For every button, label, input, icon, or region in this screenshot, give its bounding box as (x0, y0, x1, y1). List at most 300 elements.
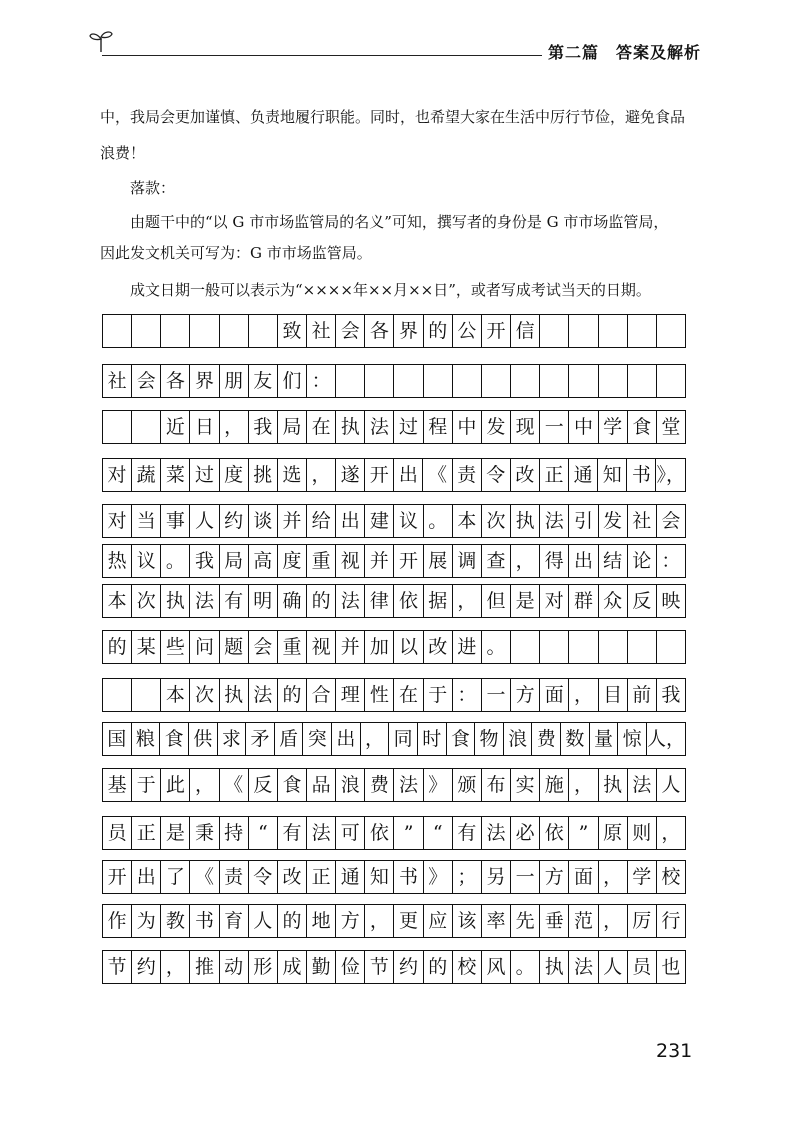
grid-cell: 量 (590, 723, 619, 755)
grid-cell: 的 (103, 631, 132, 663)
grid-cell (540, 631, 569, 663)
grid-cell: 秉 (190, 817, 219, 849)
grid-cell: 》， (656, 459, 686, 491)
grid-cell: 有 (278, 817, 307, 849)
grid-cell: 的 (278, 679, 307, 711)
grid-cell: 依 (394, 585, 423, 617)
grid-cell: 度 (220, 459, 249, 491)
grid-cell (628, 365, 657, 397)
grid-cell: 于 (424, 679, 453, 711)
grid-cell: 通 (569, 459, 598, 491)
grid-cell: 执 (336, 411, 365, 443)
grid-cell: 》 (424, 769, 453, 801)
grid-cell: 浪 (504, 723, 533, 755)
grid-cell: 通 (336, 861, 365, 893)
grid-cell (103, 411, 132, 443)
grid-cell (394, 365, 423, 397)
grid-cell: 约 (394, 951, 423, 983)
grid-cell: 于 (132, 769, 161, 801)
grid-cell: 本 (103, 585, 132, 617)
grid-cell (482, 365, 511, 397)
grid-cell: 此 (161, 769, 190, 801)
grid-cell: 我 (657, 679, 686, 711)
grid-cell: 应 (424, 905, 453, 937)
grid-cell: 物 (475, 723, 504, 755)
grid-cell: 确 (278, 585, 307, 617)
grid-cell (657, 365, 686, 397)
grid-cell (657, 315, 686, 347)
grid-cell: 信 (511, 315, 540, 347)
grid-cell: 节 (365, 951, 394, 983)
grid-cell: 另 (482, 861, 511, 893)
grid-cell: ， (569, 679, 598, 711)
grid-cell: 堂 (657, 411, 686, 443)
grid-row (102, 860, 686, 894)
grid-cell: “ (424, 817, 453, 849)
grid-cell: 惊 (618, 723, 647, 755)
grid-cell: 令 (482, 459, 511, 491)
grid-cell: 知 (598, 459, 627, 491)
grid-cell: 发 (599, 505, 628, 537)
grid-cell: 风 (482, 951, 511, 983)
grid-cell: 。 (511, 951, 540, 983)
grid-cell (511, 365, 540, 397)
grid-cell: 费 (365, 769, 394, 801)
grid-cell: 有 (220, 585, 249, 617)
grid-cell: 正 (307, 861, 336, 893)
grid-cell: 次 (190, 679, 219, 711)
grid-cell: 面 (540, 679, 569, 711)
grid-cell: 实 (511, 769, 540, 801)
grid-cell: 求 (218, 723, 247, 755)
grid-cell (511, 631, 540, 663)
grid-cell: 些 (161, 631, 190, 663)
grid-cell: 员 (628, 951, 657, 983)
grid-row (102, 950, 686, 984)
grid-cell: 本 (453, 505, 482, 537)
grid-cell (540, 365, 569, 397)
grid-cell: 费 (532, 723, 561, 755)
grid-cell: 法 (569, 951, 598, 983)
grid-cell: 节 (103, 951, 132, 983)
grid-cell: ” (569, 817, 598, 849)
grid-cell: 改 (424, 631, 453, 663)
grid-cell: 粮 (132, 723, 161, 755)
grid-cell: 依 (365, 817, 394, 849)
grid-cell: 可 (336, 817, 365, 849)
grid-cell: ， (307, 459, 336, 491)
grid-cell: 前 (628, 679, 657, 711)
grid-cell: 一 (540, 411, 569, 443)
grid-cell: 律 (365, 585, 394, 617)
grid-cell (365, 365, 394, 397)
grid-cell: 布 (482, 769, 511, 801)
grid-cell: 人 (599, 951, 628, 983)
grid-cell (161, 315, 190, 347)
grid-cell: 责 (453, 459, 482, 491)
grid-cell: 正 (540, 459, 569, 491)
grid-cell: 执 (540, 951, 569, 983)
grid-cell: 范 (569, 905, 598, 937)
grid-cell: 对 (540, 585, 569, 617)
grid-row (102, 544, 686, 578)
grid-cell: 的 (278, 905, 307, 937)
grid-cell: 开 (103, 861, 132, 893)
grid-cell: 的 (307, 585, 336, 617)
grid-cell: 基 (103, 769, 132, 801)
grid-cell: 高 (249, 545, 278, 577)
grid-row (102, 364, 686, 398)
grid-cell: 推 (190, 951, 219, 983)
grid-cell: 各 (365, 315, 394, 347)
grid-cell: 各 (161, 365, 190, 397)
grid-cell: ， (599, 905, 628, 937)
grid-cell: 社 (307, 315, 336, 347)
grid-cell: 在 (307, 411, 336, 443)
grid-cell: 题 (220, 631, 249, 663)
grid-cell (132, 411, 161, 443)
grid-cell: 地 (307, 905, 336, 937)
grid-cell: 书 (627, 459, 656, 491)
grid-cell: 成 (278, 951, 307, 983)
grid-cell: 界 (394, 315, 423, 347)
grid-cell: 方 (511, 679, 540, 711)
grid-cell (132, 315, 161, 347)
grid-cell: 约 (132, 951, 161, 983)
grid-cell (569, 365, 598, 397)
grid-cell: ， (569, 769, 598, 801)
grid-cell (103, 315, 132, 347)
grid-cell (628, 315, 657, 347)
grid-row (102, 722, 686, 756)
grid-cell (103, 679, 132, 711)
grid-cell: 映 (657, 585, 686, 617)
grid-cell: 进 (453, 631, 482, 663)
grid-cell: ： (453, 679, 482, 711)
answer-paragraph: 因此发文机关可写为：G 市市场监管局。 (100, 244, 372, 262)
grid-row (102, 768, 686, 802)
grid-cell: 法 (365, 411, 394, 443)
signature-heading: 落款： (130, 179, 176, 197)
grid-cell: 并 (336, 631, 365, 663)
grid-cell: 数 (561, 723, 590, 755)
grid-cell (424, 365, 453, 397)
grid-cell: 开 (482, 315, 511, 347)
grid-cell: 合 (307, 679, 336, 711)
grid-cell: 发 (482, 411, 511, 443)
grid-cell: 书 (394, 861, 423, 893)
grid-cell: 法 (190, 585, 219, 617)
grid-cell: 突 (303, 723, 332, 755)
grid-cell: 问 (190, 631, 219, 663)
answer-paragraph: 中，我局会更加谨慎、负责地履行职能。同时，也希望大家在生活中厉行节俭，避免食品 (100, 108, 686, 126)
grid-cell: 性 (365, 679, 394, 711)
grid-cell: 更 (394, 905, 423, 937)
grid-cell (190, 315, 219, 347)
grid-cell: 我 (190, 545, 219, 577)
grid-cell: 食 (447, 723, 476, 755)
grid-cell: 会 (657, 505, 686, 537)
grid-cell: 时 (418, 723, 447, 755)
grid-cell: ， (511, 545, 540, 577)
grid-cell: 在 (394, 679, 423, 711)
grid-cell: 局 (278, 411, 307, 443)
grid-cell: ， (657, 817, 686, 849)
grid-row (102, 904, 686, 938)
grid-cell: 同 (389, 723, 418, 755)
grid-cell: 执 (220, 679, 249, 711)
grid-cell: 浪 (336, 769, 365, 801)
grid-cell: 是 (511, 585, 540, 617)
grid-cell (132, 679, 161, 711)
grid-cell: 国 (103, 723, 132, 755)
grid-cell: 责 (220, 861, 249, 893)
grid-row (102, 458, 686, 492)
grid-cell: 朋 (220, 365, 249, 397)
grid-cell: 《 (220, 769, 249, 801)
grid-cell: 展 (424, 545, 453, 577)
grid-cell: ： (657, 545, 686, 577)
grid-cell: ， (453, 585, 482, 617)
page-header (0, 0, 800, 70)
grid-cell: 人 (190, 505, 219, 537)
grid-cell: 作 (103, 905, 132, 937)
header-rule (102, 55, 542, 56)
grid-cell: 明 (249, 585, 278, 617)
grid-cell: 对 (103, 505, 132, 537)
grid-cell: ， (220, 411, 249, 443)
grid-cell: 引 (569, 505, 598, 537)
grid-cell: 一 (511, 861, 540, 893)
grid-cell (599, 365, 628, 397)
grid-cell (657, 631, 686, 663)
grid-cell: 令 (249, 861, 278, 893)
grid-cell (540, 315, 569, 347)
grid-cell: 局 (220, 545, 249, 577)
grid-cell: 对 (103, 459, 132, 491)
grid-cell: 》 (424, 861, 453, 893)
answer-paragraph: 浪费！ (100, 144, 146, 162)
grid-cell: ； (453, 861, 482, 893)
grid-cell: ， (190, 769, 219, 801)
grid-cell: 法 (336, 585, 365, 617)
grid-cell: 中 (453, 411, 482, 443)
grid-cell: 反 (628, 585, 657, 617)
grid-cell: 人 (657, 769, 686, 801)
grid-cell: 食 (160, 723, 189, 755)
grid-cell: 会 (336, 315, 365, 347)
grid-cell: 是 (161, 817, 190, 849)
grid-cell: 行 (657, 905, 686, 937)
grid-cell: 员 (103, 817, 132, 849)
grid-cell: 出 (394, 459, 423, 491)
grid-cell: 学 (628, 861, 657, 893)
grid-cell: 查 (482, 545, 511, 577)
grid-cell: 也 (657, 951, 686, 983)
grid-cell: 视 (307, 631, 336, 663)
grid-cell: 出 (332, 723, 361, 755)
grid-cell: ， (599, 861, 628, 893)
grid-cell: 当 (132, 505, 161, 537)
grid-cell: 则 (628, 817, 657, 849)
grid-cell: 过 (394, 411, 423, 443)
grid-cell (569, 315, 598, 347)
grid-cell: 并 (365, 545, 394, 577)
grid-cell: 现 (511, 411, 540, 443)
grid-cell: 为 (132, 905, 161, 937)
grid-cell: 开 (394, 545, 423, 577)
grid-cell: 热 (103, 545, 132, 577)
grid-cell: 动 (220, 951, 249, 983)
grid-cell: 率 (482, 905, 511, 937)
grid-cell: ： (307, 365, 336, 397)
grid-cell: 矛 (246, 723, 275, 755)
grid-cell (599, 315, 628, 347)
grid-cell: 有 (453, 817, 482, 849)
grid-cell: 过 (190, 459, 219, 491)
grid-cell: 俭 (336, 951, 365, 983)
grid-cell: 我 (249, 411, 278, 443)
grid-cell: 执 (161, 585, 190, 617)
grid-cell: 法 (482, 817, 511, 849)
grid-cell: 论 (628, 545, 657, 577)
grid-cell: 界 (190, 365, 219, 397)
grid-cell: 加 (365, 631, 394, 663)
grid-cell (569, 631, 598, 663)
grid-row (102, 678, 686, 712)
grid-cell: 执 (599, 769, 628, 801)
grid-cell: 持 (220, 817, 249, 849)
grid-cell: 约 (220, 505, 249, 537)
grid-cell (599, 631, 628, 663)
grid-cell: 日 (190, 411, 219, 443)
grid-cell: 中 (569, 411, 598, 443)
grid-cell: 出 (569, 545, 598, 577)
grid-cell: 众 (599, 585, 628, 617)
grid-cell: 开 (365, 459, 394, 491)
grid-cell: 形 (249, 951, 278, 983)
sprout-icon (88, 28, 114, 54)
grid-cell: ， (361, 723, 390, 755)
grid-cell: ” (394, 817, 423, 849)
grid-cell: 以 (394, 631, 423, 663)
grid-cell: 致 (278, 315, 307, 347)
grid-cell: 法 (307, 817, 336, 849)
grid-cell: 程 (424, 411, 453, 443)
grid-cell: 校 (453, 951, 482, 983)
grid-cell: 据 (424, 585, 453, 617)
grid-cell: 挑 (249, 459, 278, 491)
grid-cell: 执 (511, 505, 540, 537)
grid-cell: 度 (278, 545, 307, 577)
grid-cell: 某 (132, 631, 161, 663)
grid-cell: 遂 (336, 459, 365, 491)
grid-cell: 事 (161, 505, 190, 537)
grid-cell: 但 (482, 585, 511, 617)
grid-cell: 。 (424, 505, 453, 537)
grid-cell: 议 (132, 545, 161, 577)
grid-cell: 的 (424, 315, 453, 347)
grid-cell: 社 (628, 505, 657, 537)
grid-cell: 社 (103, 365, 132, 397)
grid-cell: 蔬 (132, 459, 161, 491)
grid-cell: 结 (599, 545, 628, 577)
grid-cell: 重 (278, 631, 307, 663)
grid-cell: 食 (278, 769, 307, 801)
grid-cell (336, 365, 365, 397)
section-title: 第二篇 答案及解析 (548, 43, 702, 62)
grid-cell: 出 (132, 861, 161, 893)
grid-cell: “ (249, 817, 278, 849)
grid-cell: 垂 (540, 905, 569, 937)
grid-cell: 建 (365, 505, 394, 537)
grid-cell: 一 (482, 679, 511, 711)
grid-cell: 群 (569, 585, 598, 617)
grid-cell: 法 (540, 505, 569, 537)
grid-cell: 给 (307, 505, 336, 537)
grid-row (102, 314, 686, 348)
grid-cell: 。 (161, 545, 190, 577)
grid-row (102, 630, 686, 664)
grid-cell: 公 (453, 315, 482, 347)
grid-cell: ， (161, 951, 190, 983)
grid-cell: 调 (453, 545, 482, 577)
grid-cell: 理 (336, 679, 365, 711)
grid-cell: 《 (190, 861, 219, 893)
grid-cell (628, 631, 657, 663)
grid-cell: 法 (249, 679, 278, 711)
grid-cell: 学 (599, 411, 628, 443)
grid-cell: 近 (161, 411, 190, 443)
grid-cell: 教 (161, 905, 190, 937)
grid-cell: 法 (394, 769, 423, 801)
grid-cell: 会 (132, 365, 161, 397)
grid-cell: 必 (511, 817, 540, 849)
grid-cell: 改 (511, 459, 540, 491)
grid-cell: 该 (453, 905, 482, 937)
grid-cell: 视 (336, 545, 365, 577)
answer-paragraph: 由题干中的“以 G 市市场监管局的名义”可知，撰写者的身份是 G 市市场监管局， (130, 213, 669, 231)
grid-cell: 先 (511, 905, 540, 937)
grid-cell: 谈 (249, 505, 278, 537)
grid-cell (453, 365, 482, 397)
grid-cell: 会 (249, 631, 278, 663)
grid-cell: 颁 (453, 769, 482, 801)
grid-cell: 次 (482, 505, 511, 537)
grid-cell: 知 (365, 861, 394, 893)
grid-cell: 校 (657, 861, 686, 893)
grid-cell: 议 (394, 505, 423, 537)
grid-cell: 选 (278, 459, 307, 491)
grid-cell: 友 (249, 365, 278, 397)
page-number: 231 (656, 1040, 693, 1062)
grid-cell: 们 (278, 365, 307, 397)
grid-cell (220, 315, 249, 347)
grid-row (102, 584, 686, 618)
grid-cell: 次 (132, 585, 161, 617)
grid-cell: 菜 (161, 459, 190, 491)
grid-cell: 重 (307, 545, 336, 577)
grid-cell: 《 (423, 459, 452, 491)
grid-cell: 法 (628, 769, 657, 801)
grid-cell: 厉 (628, 905, 657, 937)
grid-cell: 原 (599, 817, 628, 849)
grid-cell: 出 (336, 505, 365, 537)
grid-cell: 供 (189, 723, 218, 755)
grid-row (102, 504, 686, 538)
grid-cell: 书 (190, 905, 219, 937)
grid-cell: 并 (278, 505, 307, 537)
